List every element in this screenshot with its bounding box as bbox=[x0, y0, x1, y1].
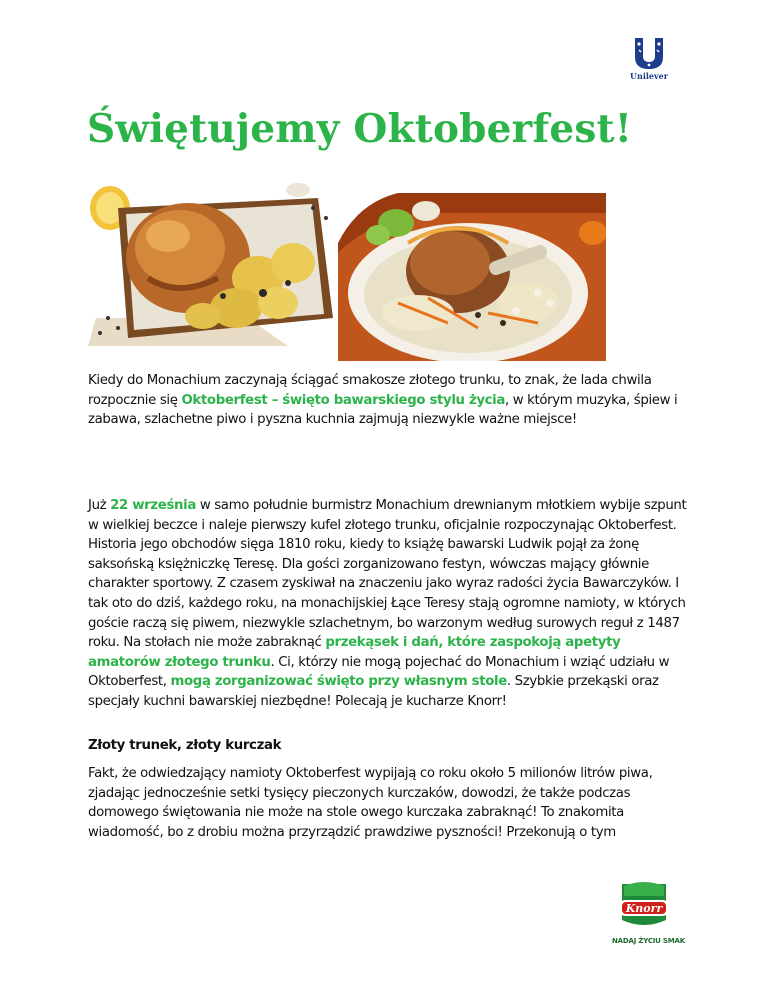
pork-knuckle-photo bbox=[338, 183, 606, 361]
text-span: Już bbox=[88, 498, 111, 513]
unilever-wordmark: Unilever bbox=[630, 71, 668, 81]
intro-paragraph bbox=[88, 371, 688, 430]
knorr-logo bbox=[612, 880, 685, 945]
highlight-text: mogą zorganizować święto przy własnym stole bbox=[170, 674, 507, 690]
section-heading: Złoty trunek, złoty kurczak bbox=[88, 738, 282, 753]
unilever-u-icon bbox=[632, 36, 666, 70]
text-span: Kiedy do Monachium zaczynają ściągać smakosze złotego trunku, to znak, że lada chwila rozpocznie się bbox=[88, 373, 652, 408]
roast-chicken-with-potatoes-icon bbox=[88, 168, 338, 348]
roast-pork-knuckle-with-sauerkraut-icon bbox=[338, 183, 606, 361]
unilever-logo bbox=[626, 36, 672, 81]
text-span: . Ci, którzy nie mogą pojechać do Monachium i wziąć udziału w Oktoberfest, bbox=[88, 654, 670, 690]
highlight-text: 22 września bbox=[110, 498, 196, 513]
highlight-text: Oktoberfest – święto bawarskiego stylu życia bbox=[181, 392, 506, 408]
knorr-slogan: NADAJ ŻYCIU SMAK bbox=[612, 937, 685, 945]
chicken-paragraph: Fakt, że odwiedzający namioty Oktoberfest wypijają co roku około 5 milionów litrów piwa, zjadając jednocześnie setki tysięcy pieczonych kurczaków, dowodzi, że także podczas domowego świętowania nie może na stole owego kurczaka zabraknąć! To znakomita wiadomość, bo z drobiu można przyrządzić prawdziwe pyszności! Przekonują o tym bbox=[88, 766, 653, 840]
text-span: w samo południe burmistrz Monachium drewnianym młotkiem wybije szpunt w wielkiej beczce i naleje pierwszy kufel złotego trunku, oficjalnie rozpoczynając Oktoberfest. Historia jego obchodów sięga 1810 roku, kiedy to książę bawarski Ludwik pojął za żonę saksońską księżniczkę Teresę. Dla gości zorganizowano festyn, wówczas mający głównie charakter sportowy. Z czasem zyskiwał na znaczeniu jako wyraz radości życia Bawarczyków. I tak oto do dziś, każdego roku, na monachijskiej Łące Teresy stają ogromne namioty, w których goście raczą się piwem, niezwykle szlachetnym, bo warzonym według surowych reguł z 1487 roku. Na stołach nie może zabraknąć bbox=[88, 498, 687, 651]
history-paragraph bbox=[88, 496, 688, 712]
page-title: Świętujemy Oktoberfest! bbox=[87, 106, 633, 152]
roast-chicken-photo bbox=[88, 168, 338, 348]
highlight-text: przekąsek i dań, które zaspokoją apetyty amatorów złotego trunku bbox=[88, 635, 621, 670]
text-span: . Szybkie przekąski oraz specjały kuchni bawarskiej niezbędne! Polecają je kucharze Knorr! bbox=[88, 674, 659, 709]
knorr-wordmark: Knorr bbox=[625, 902, 663, 915]
text-span: , w którym muzyka, śpiew i zabawa, szlachetne piwo i pyszna kuchnia zajmują niezwykle ważne miejsce! bbox=[88, 392, 678, 428]
knorr-leaf-icon bbox=[614, 880, 674, 932]
